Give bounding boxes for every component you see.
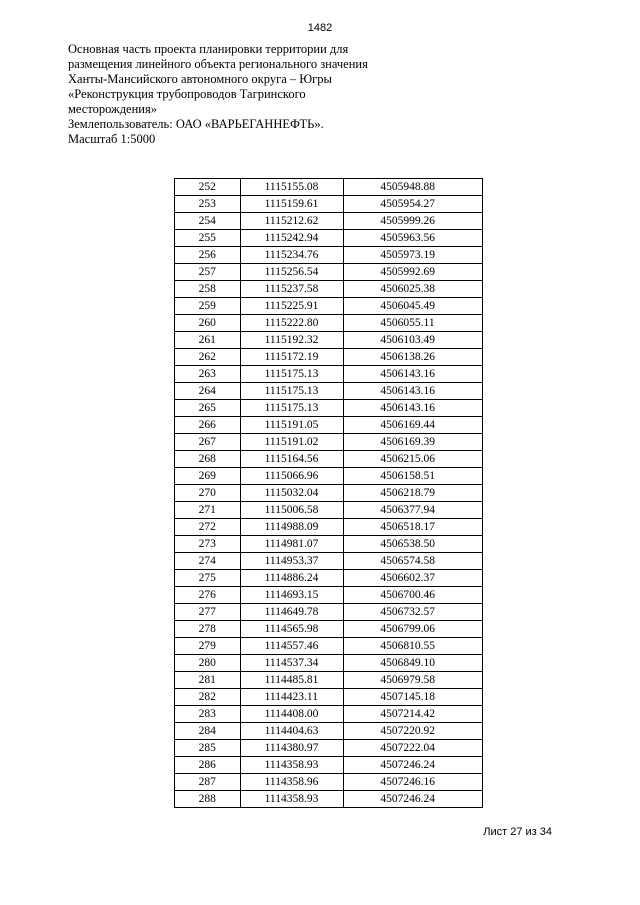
point-number-cell: 280 (175, 655, 241, 672)
table-row (175, 672, 483, 689)
header-line: месторождения» (68, 102, 157, 116)
x-coordinate-cell: 1114423.11 (240, 689, 344, 706)
page-number: 1482 (307, 22, 333, 34)
point-number-cell: 265 (175, 400, 241, 417)
table-row (175, 791, 483, 808)
x-coordinate-cell: 1115175.13 (240, 383, 344, 400)
x-coordinate-cell: 1115006.58 (240, 502, 344, 519)
table-row (175, 689, 483, 706)
table-row (175, 604, 483, 621)
y-coordinate-cell: 4505963.56 (344, 230, 483, 247)
table-row (175, 417, 483, 434)
header-line: Землепользователь: ОАО «ВАРЬЕГАННЕФТЬ». (68, 117, 324, 131)
y-coordinate-cell: 4506143.16 (344, 366, 483, 383)
y-coordinate-cell: 4506143.16 (344, 383, 483, 400)
y-coordinate-cell: 4505999.26 (344, 213, 483, 230)
y-coordinate-cell: 4506055.11 (344, 315, 483, 332)
table-row (175, 264, 483, 281)
point-number-cell: 272 (175, 519, 241, 536)
table-row (175, 315, 483, 332)
table-row (175, 196, 483, 213)
y-coordinate-cell: 4505954.27 (344, 196, 483, 213)
x-coordinate-cell: 1115175.13 (240, 400, 344, 417)
y-coordinate-cell: 4507145.18 (344, 689, 483, 706)
point-number-cell: 255 (175, 230, 241, 247)
x-coordinate-cell: 1114693.15 (240, 587, 344, 604)
table-row (175, 366, 483, 383)
table-row (175, 757, 483, 774)
y-coordinate-cell: 4506138.26 (344, 349, 483, 366)
y-coordinate-cell: 4506518.17 (344, 519, 483, 536)
table-row (175, 383, 483, 400)
y-coordinate-cell: 4506849.10 (344, 655, 483, 672)
x-coordinate-cell: 1115225.91 (240, 298, 344, 315)
header-line: «Реконструкция трубопроводов Тагринского (68, 87, 306, 101)
sheet-label: Лист 27 из 34 (483, 826, 552, 838)
x-coordinate-cell: 1114886.24 (240, 570, 344, 587)
table-row (175, 434, 483, 451)
y-coordinate-cell: 4506025.38 (344, 281, 483, 298)
y-coordinate-cell: 4506602.37 (344, 570, 483, 587)
point-number-cell: 267 (175, 434, 241, 451)
table-row (175, 621, 483, 638)
table-row (175, 247, 483, 264)
y-coordinate-cell: 4506538.50 (344, 536, 483, 553)
point-number-cell: 259 (175, 298, 241, 315)
point-number-cell: 253 (175, 196, 241, 213)
table-row (175, 774, 483, 791)
point-number-cell: 263 (175, 366, 241, 383)
point-number-cell: 266 (175, 417, 241, 434)
x-coordinate-cell: 1115191.02 (240, 434, 344, 451)
point-number-cell: 288 (175, 791, 241, 808)
point-number-cell: 258 (175, 281, 241, 298)
point-number-cell: 285 (175, 740, 241, 757)
x-coordinate-cell: 1115155.08 (240, 179, 344, 196)
table-row (175, 706, 483, 723)
table-row (175, 740, 483, 757)
header-line: Ханты-Мансийского автономного округа – Югры (68, 72, 332, 86)
x-coordinate-cell: 1115242.94 (240, 230, 344, 247)
table-row (175, 213, 483, 230)
x-coordinate-cell: 1115237.58 (240, 281, 344, 298)
x-coordinate-cell: 1115066.96 (240, 468, 344, 485)
table-row (175, 349, 483, 366)
point-number-cell: 264 (175, 383, 241, 400)
y-coordinate-cell: 4506979.58 (344, 672, 483, 689)
table-row (175, 723, 483, 740)
point-number-cell: 279 (175, 638, 241, 655)
point-number-cell: 287 (175, 774, 241, 791)
y-coordinate-cell: 4507220.92 (344, 723, 483, 740)
table-row (175, 281, 483, 298)
x-coordinate-cell: 1115212.62 (240, 213, 344, 230)
y-coordinate-cell: 4506103.49 (344, 332, 483, 349)
coordinates-table (174, 178, 483, 808)
point-number-cell: 273 (175, 536, 241, 553)
y-coordinate-cell: 4506732.57 (344, 604, 483, 621)
point-number-cell: 283 (175, 706, 241, 723)
y-coordinate-cell: 4506158.51 (344, 468, 483, 485)
y-coordinate-cell: 4506810.55 (344, 638, 483, 655)
table-row (175, 485, 483, 502)
table-row (175, 519, 483, 536)
y-coordinate-cell: 4506700.46 (344, 587, 483, 604)
x-coordinate-cell: 1114358.93 (240, 757, 344, 774)
table-row (175, 179, 483, 196)
x-coordinate-cell: 1114565.98 (240, 621, 344, 638)
table-row (175, 587, 483, 604)
point-number-cell: 256 (175, 247, 241, 264)
y-coordinate-cell: 4507246.16 (344, 774, 483, 791)
x-coordinate-cell: 1115172.19 (240, 349, 344, 366)
x-coordinate-cell: 1114649.78 (240, 604, 344, 621)
y-coordinate-cell: 4507214.42 (344, 706, 483, 723)
y-coordinate-cell: 4506377.94 (344, 502, 483, 519)
y-coordinate-cell: 4506574.58 (344, 553, 483, 570)
x-coordinate-cell: 1114408.00 (240, 706, 344, 723)
x-coordinate-cell: 1115222.80 (240, 315, 344, 332)
point-number-cell: 262 (175, 349, 241, 366)
x-coordinate-cell: 1114988.09 (240, 519, 344, 536)
x-coordinate-cell: 1114557.46 (240, 638, 344, 655)
point-number-cell: 276 (175, 587, 241, 604)
y-coordinate-cell: 4506045.49 (344, 298, 483, 315)
y-coordinate-cell: 4506799.06 (344, 621, 483, 638)
point-number-cell: 268 (175, 451, 241, 468)
x-coordinate-cell: 1115256.54 (240, 264, 344, 281)
x-coordinate-cell: 1115159.61 (240, 196, 344, 213)
y-coordinate-cell: 4505973.19 (344, 247, 483, 264)
x-coordinate-cell: 1115175.13 (240, 366, 344, 383)
header-line: Основная часть проекта планировки территории для (68, 42, 349, 56)
point-number-cell: 252 (175, 179, 241, 196)
point-number-cell: 269 (175, 468, 241, 485)
point-number-cell: 261 (175, 332, 241, 349)
point-number-cell: 278 (175, 621, 241, 638)
table-row (175, 451, 483, 468)
point-number-cell: 270 (175, 485, 241, 502)
y-coordinate-cell: 4506169.44 (344, 417, 483, 434)
x-coordinate-cell: 1115234.76 (240, 247, 344, 264)
point-number-cell: 260 (175, 315, 241, 332)
point-number-cell: 282 (175, 689, 241, 706)
table-row (175, 230, 483, 247)
x-coordinate-cell: 1115192.32 (240, 332, 344, 349)
point-number-cell: 286 (175, 757, 241, 774)
point-number-cell: 254 (175, 213, 241, 230)
x-coordinate-cell: 1115191.05 (240, 417, 344, 434)
coordinates-table-body (175, 179, 483, 808)
x-coordinate-cell: 1114380.97 (240, 740, 344, 757)
table-row (175, 400, 483, 417)
x-coordinate-cell: 1114981.07 (240, 536, 344, 553)
y-coordinate-cell: 4505992.69 (344, 264, 483, 281)
x-coordinate-cell: 1114358.93 (240, 791, 344, 808)
table-row (175, 655, 483, 672)
y-coordinate-cell: 4506143.16 (344, 400, 483, 417)
table-row (175, 638, 483, 655)
x-coordinate-cell: 1114485.81 (240, 672, 344, 689)
point-number-cell: 257 (175, 264, 241, 281)
point-number-cell: 281 (175, 672, 241, 689)
point-number-cell: 277 (175, 604, 241, 621)
point-number-cell: 275 (175, 570, 241, 587)
point-number-cell: 274 (175, 553, 241, 570)
table-row (175, 502, 483, 519)
point-number-cell: 271 (175, 502, 241, 519)
x-coordinate-cell: 1114953.37 (240, 553, 344, 570)
table-row (175, 553, 483, 570)
y-coordinate-cell: 4506169.39 (344, 434, 483, 451)
x-coordinate-cell: 1115164.56 (240, 451, 344, 468)
table-row (175, 536, 483, 553)
table-row (175, 332, 483, 349)
document-header (68, 42, 408, 147)
x-coordinate-cell: 1115032.04 (240, 485, 344, 502)
y-coordinate-cell: 4505948.88 (344, 179, 483, 196)
point-number-cell: 284 (175, 723, 241, 740)
x-coordinate-cell: 1114537.34 (240, 655, 344, 672)
table-row (175, 298, 483, 315)
table-row (175, 468, 483, 485)
y-coordinate-cell: 4507222.04 (344, 740, 483, 757)
y-coordinate-cell: 4506218.79 (344, 485, 483, 502)
y-coordinate-cell: 4506215.06 (344, 451, 483, 468)
y-coordinate-cell: 4507246.24 (344, 791, 483, 808)
table-row (175, 570, 483, 587)
x-coordinate-cell: 1114404.63 (240, 723, 344, 740)
x-coordinate-cell: 1114358.96 (240, 774, 344, 791)
header-line: размещения линейного объекта регионального значения (68, 57, 368, 71)
header-line: Масштаб 1:5000 (68, 132, 156, 146)
y-coordinate-cell: 4507246.24 (344, 757, 483, 774)
